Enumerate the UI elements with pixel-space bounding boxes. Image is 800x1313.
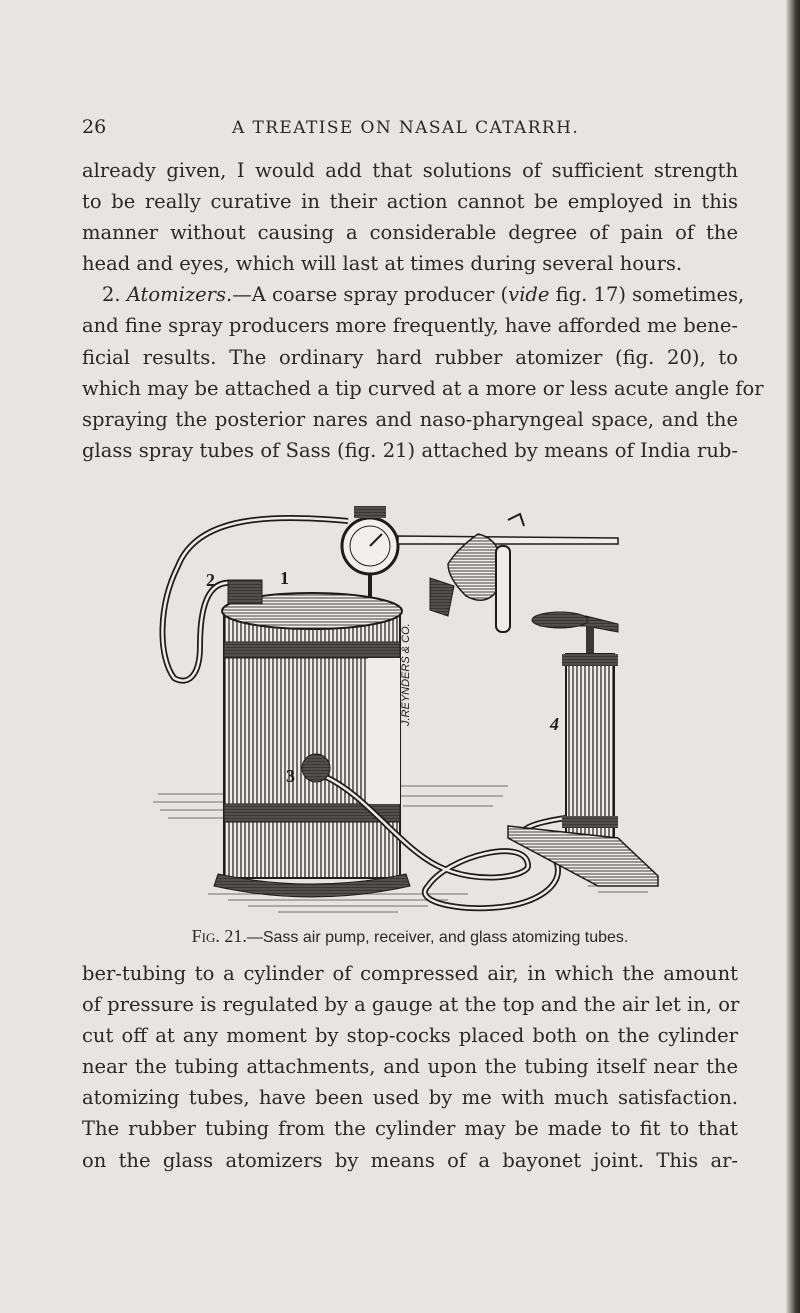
text-line: The rubber tubing from the cylinder may be made to fit to that [82, 1117, 738, 1141]
text-line: to be really curative in their action cannot be employed in this [82, 190, 738, 214]
text-line: cut off at any moment by stop-cocks placed both on the cylinder [82, 1024, 738, 1048]
label-2: 2 [206, 570, 215, 590]
text-line: which may be attached a tip curved at a more or less acute angle for [82, 376, 764, 400]
text-line: head and eyes, which will last at times during several hours. [82, 252, 683, 276]
running-header [82, 116, 737, 140]
text-line: of pressure is regulated by a gauge at the top and the air let in, or [82, 993, 740, 1017]
text-line: spraying the posterior nares and naso-pharyngeal space, and the [82, 407, 738, 431]
section-number: 2. [102, 283, 121, 307]
page-edge-shadow [786, 0, 800, 1313]
paragraph-bottom [82, 958, 738, 1176]
paragraph-top [82, 155, 764, 466]
tube-attachment-2 [228, 580, 262, 604]
glass-bottle [496, 546, 510, 632]
section-heading-line: 2. Atomizers.—A coarse spray producer (vide fig. 17) sometimes, [102, 283, 745, 307]
atomizer-tubes [398, 514, 618, 632]
text-line: on the glass atomizers by means of a bayonet joint. This ar- [82, 1148, 738, 1172]
stop-cock-3 [302, 754, 330, 782]
glove-cuff [430, 578, 454, 616]
receiver-cylinder [214, 593, 410, 897]
label-1: 1 [280, 568, 289, 588]
figure-caption [82, 926, 738, 947]
text-line: ficial results. The ordinary hard rubber atomizer (fig. 20), to [82, 345, 738, 369]
text-line: already given, I would add that solutions of sufficient strength [82, 159, 738, 182]
engraver-mark: J.REYNDERS & CO. [400, 623, 412, 726]
running-title: A TREATISE ON NASAL CATARRH. [232, 118, 580, 138]
text-line: and fine spray producers more frequently, have afforded me bene- [82, 314, 738, 338]
vide-italic: vide [508, 283, 550, 307]
text-line: glass spray tubes of Sass (fig. 21) attached by means of India rub- [82, 438, 738, 462]
text-line: near the tubing attachments, and upon the tubing itself near the [82, 1055, 738, 1079]
pressure-gauge [342, 506, 398, 598]
page-number: 26 [82, 116, 107, 138]
sass-air-pump-illustration [148, 486, 668, 922]
text-line: manner without causing a considerable degree of pain of the [82, 221, 738, 245]
pump-base [508, 826, 658, 886]
section-title: Atomizers. [126, 283, 233, 307]
label-4: 4 [550, 714, 559, 734]
caption-fig-number: Fig. 21. [191, 926, 247, 946]
air-pump [508, 612, 658, 886]
label-3: 3 [286, 766, 295, 786]
text-line: atomizing tubes, have been used by me with much satisfaction. [82, 1086, 738, 1110]
caption-text: —Sass air pump, receiver, and glass atomizing tubes. [246, 929, 629, 946]
text-line: ber-tubing to a cylinder of compressed air, in which the amount [82, 962, 738, 985]
